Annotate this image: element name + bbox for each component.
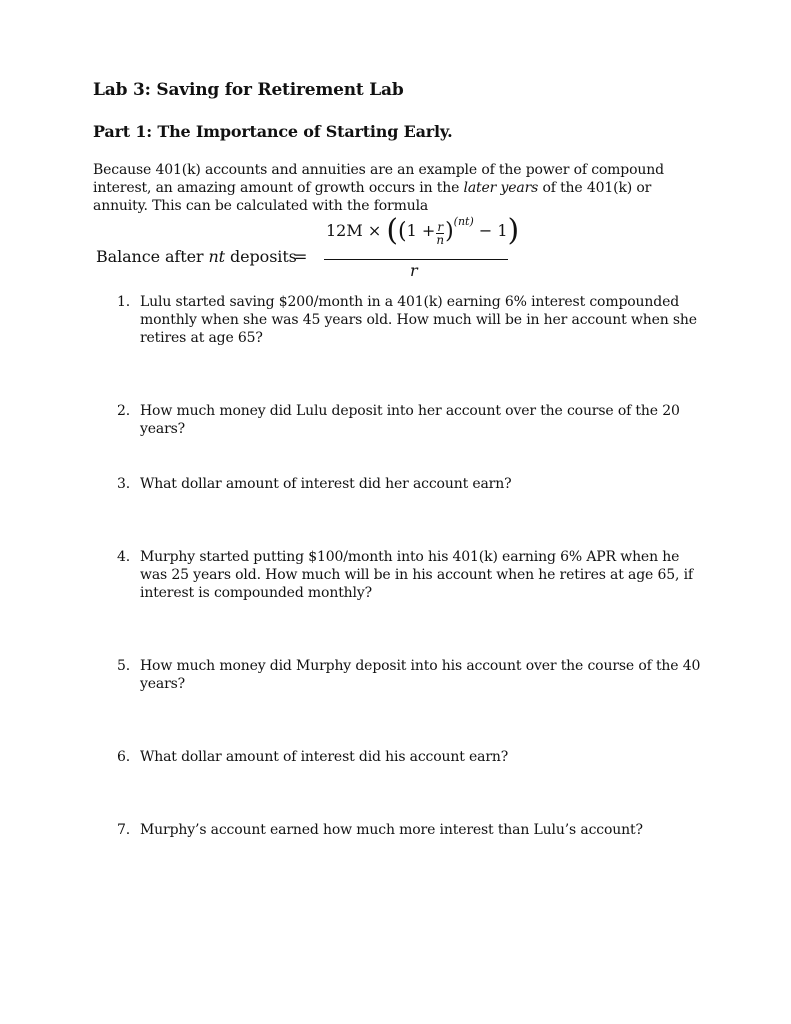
formula-r-over-n: $\frac{r}{n}$ [436,220,445,247]
question-7: 7. Murphy’s account earned how much more interest than Lulu’s account? [117,822,643,838]
question-2: 2. How much money did Lulu deposit into her account over the course of the 20 years? [117,403,680,437]
formula-label: Balance after nt deposits [96,247,297,266]
question-3: 3. What dollar amount of interest did her account earn? [117,476,512,492]
formula-close-paren: ) [507,213,520,248]
formula-denominator: r [410,261,418,280]
question-6: 6. What dollar amount of interest did his account earn? [117,749,509,765]
intro-emphasis: later years [463,180,539,196]
intro-paragraph [93,161,705,215]
formula-open-paren: ( [386,213,399,248]
formula-numerator: 12M × ((1 + $\frac{r}{n}$ )$^{(nt)}$ − 1) [326,213,520,248]
lab-title: Lab 3: Saving for Retirement Lab [93,80,404,100]
formula-exponent: (nt) [453,215,474,228]
formula-fraction-bar [324,259,508,260]
question-4: 4. Murphy started putting $100/month into his 401(k) earning 6% APR when he was 25 years old. How much will be in his account when he retires at age 65, if interest is compounded monthly? [117,549,693,601]
part-heading: Part 1: The Importance of Starting Early. [93,122,453,141]
question-1: 1. Lulu started saving $200/month in a 401(k) earning 6% interest compounded monthly when she was 45 years old. How much will be in her account when she retires at age 65? [117,294,697,346]
intro-text-before: Because 401(k) accounts and annuities are an example of the power of compound interest, an amazing amount of growth occurs in the [93,162,664,196]
question-5: 5. How much money did Murphy deposit into his account over the course of the 40 years? [117,658,701,692]
formula-label-variable: nt [208,247,226,266]
intro-text-after: of the 401(k) or annuity. This can be calculated with the formula [93,180,652,214]
formula-equals: = [294,247,308,266]
